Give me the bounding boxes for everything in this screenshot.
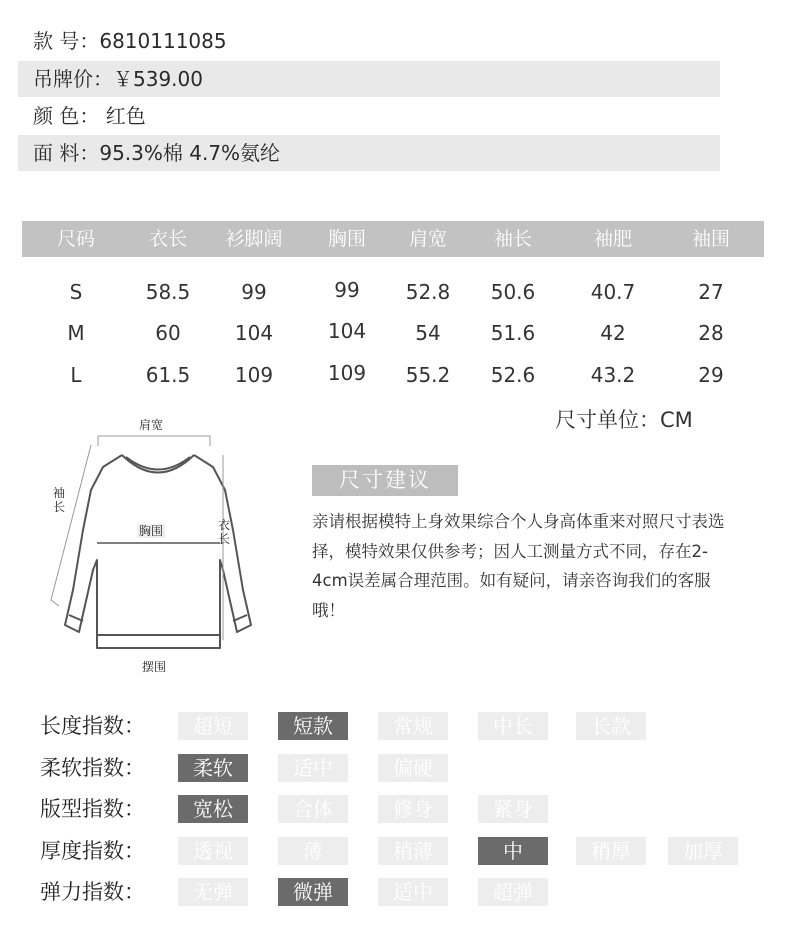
size-cell-s-chest: 99	[334, 278, 360, 302]
fit-index-option: 合体	[278, 795, 348, 823]
size-table-header	[22, 221, 764, 257]
hem-label: 摆围	[142, 660, 167, 674]
size-col-header-hem-width: 衫脚阔	[225, 228, 283, 250]
size-cell-l-chest: 109	[327, 361, 367, 385]
stretch-index-option: 超弹	[478, 878, 548, 906]
size-cell-m-chest: 104	[327, 319, 367, 343]
size-cell-m-sleeve-length: 51.6	[490, 321, 536, 345]
size-cell-s-cuff: 27	[698, 280, 724, 304]
size-cell-m-size: M	[67, 321, 85, 345]
body-length-label-1: 衣	[218, 518, 231, 532]
size-cell-s-size: S	[69, 280, 83, 304]
length-index-option: 中长	[478, 712, 548, 740]
size-col-header-shoulder: 肩宽	[408, 228, 448, 250]
size-col-header-cuff: 袖围	[691, 228, 731, 250]
tag-price: 吊牌价：￥539.00	[18, 61, 720, 97]
body-length-label-2: 长	[218, 532, 231, 546]
thickness-index-option: 稍厚	[576, 837, 646, 865]
size-cell-m-cuff: 28	[698, 321, 724, 345]
size-cell-l-shoulder: 55.2	[405, 363, 451, 387]
size-cell-s-sleeve-width: 40.7	[590, 280, 636, 304]
thickness-index-option: 加厚	[668, 837, 738, 865]
length-index-option: 超短	[178, 712, 248, 740]
length-index-option-selected: 短款	[278, 712, 348, 740]
stretch-index-option: 无弹	[178, 878, 248, 906]
size-col-header-size: 尺码	[56, 228, 96, 250]
softness-index-label: 柔软指数：	[40, 756, 145, 780]
size-cell-m-shoulder: 54	[415, 321, 441, 345]
softness-index-option-selected: 柔软	[178, 754, 248, 782]
softness-index-option: 偏硬	[378, 754, 448, 782]
chest-label: 胸围	[139, 524, 164, 538]
size-col-header-length: 衣长	[148, 228, 188, 250]
length-index-option: 长款	[576, 712, 646, 740]
stretch-index-option: 适中	[378, 878, 448, 906]
thickness-index-option: 透视	[178, 837, 248, 865]
size-col-header-sleeve-length: 袖长	[493, 228, 533, 250]
material-info: 面 料：95.3%棉 4.7%氨纶	[18, 135, 720, 171]
size-cell-l-length: 61.5	[145, 363, 191, 387]
thickness-index-label: 厚度指数：	[40, 839, 145, 863]
size-cell-l-sleeve-width: 43.2	[590, 363, 636, 387]
fit-index-label: 版型指数：	[40, 797, 145, 821]
stretch-index-option-selected: 微弹	[278, 878, 348, 906]
size-cell-m-length: 60	[155, 321, 181, 345]
size-cell-l-cuff: 29	[698, 363, 724, 387]
fit-index-option: 修身	[378, 795, 448, 823]
thickness-index-option-selected: 中	[478, 837, 548, 865]
size-col-header-chest: 胸围	[327, 228, 367, 250]
thickness-index-option: 薄	[278, 837, 348, 865]
size-cell-m-sleeve-width: 42	[600, 321, 626, 345]
size-col-header-sleeve-width: 袖肥	[593, 228, 633, 250]
size-unit: 尺寸单位：CM	[555, 408, 693, 432]
size-cell-m-hem-width: 104	[234, 321, 274, 345]
garment-diagram	[25, 410, 290, 680]
size-advice-text: 亲请根据模特上身效果综合个人身高体重来对照尺寸表选择，模特效果仅供参考；因人工测量方式不同，存在2-4cm误差属合理范围。如有疑问，请亲咨询我们的客服哦！	[312, 512, 725, 620]
length-index-option: 常规	[378, 712, 448, 740]
size-cell-s-shoulder: 52.8	[405, 280, 451, 304]
size-cell-s-hem-width: 99	[241, 280, 267, 304]
fit-index-option-selected: 宽松	[178, 795, 248, 823]
sleeve-length-label-2: 长	[53, 500, 66, 514]
thickness-index-option: 稍薄	[378, 837, 448, 865]
sweater-outline-illustration	[25, 410, 290, 680]
size-cell-s-sleeve-length: 50.6	[490, 280, 536, 304]
length-index-label: 长度指数：	[40, 714, 145, 738]
style-number: 款 号：6810111085	[33, 29, 227, 53]
sleeve-length-label-1: 袖	[53, 486, 66, 500]
softness-index-option: 适中	[278, 754, 348, 782]
size-cell-l-sleeve-length: 52.6	[490, 363, 536, 387]
fit-index-option: 紧身	[478, 795, 548, 823]
size-advice-title: 尺寸建议	[312, 465, 458, 496]
shoulder-width-label: 肩宽	[139, 418, 164, 432]
size-cell-l-hem-width: 109	[234, 363, 274, 387]
size-cell-s-length: 58.5	[145, 280, 191, 304]
stretch-index-label: 弹力指数：	[40, 880, 145, 904]
color-info: 颜 色： 红色	[33, 104, 146, 128]
size-cell-l-size: L	[70, 363, 82, 387]
